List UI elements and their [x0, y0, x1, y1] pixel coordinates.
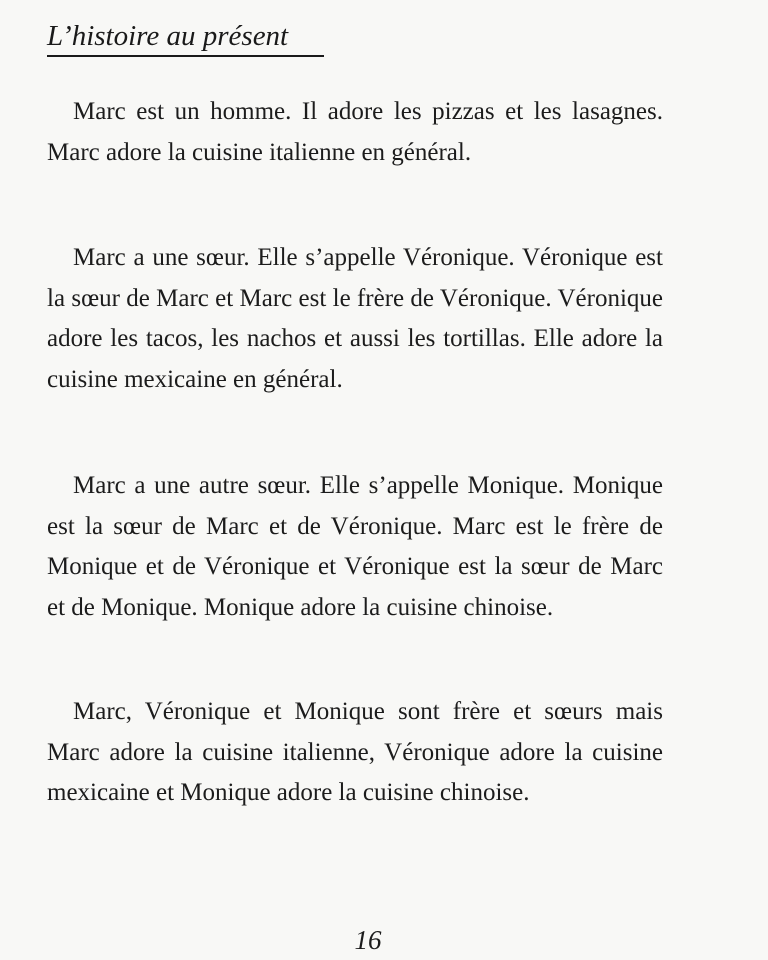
- heading-underline: [47, 55, 324, 57]
- paragraph-1: Marc est un homme. Il adore les pizzas et les lasagnes. Marc adore la cuisine italienne en général.: [47, 98, 663, 166]
- page-number: 16: [354, 925, 382, 955]
- paragraph-4: Marc, Véronique et Monique sont frère et sœurs mais Marc adore la cuisine italienne, Véronique adore la cuisine mexicaine et Monique adore la cuisine chinoise.: [47, 698, 663, 806]
- paragraph-3: Marc a une autre sœur. Elle s’appelle Monique. Monique est la sœur de Marc et de Véronique. Marc est le frère de Monique et de Véronique et Véronique est la sœur de Marc et de Monique. Monique adore la cuisine chinoise.: [47, 472, 663, 621]
- chapter-heading: L’histoire au présent: [47, 20, 289, 52]
- paragraph-2: Marc a une sœur. Elle s’appelle Véronique. Véronique est la sœur de Marc et Marc est le frère de Véronique. Véronique adore les tacos, les nachos et aussi les tortillas. Elle adore la cuisine mexicaine en général.: [47, 244, 663, 393]
